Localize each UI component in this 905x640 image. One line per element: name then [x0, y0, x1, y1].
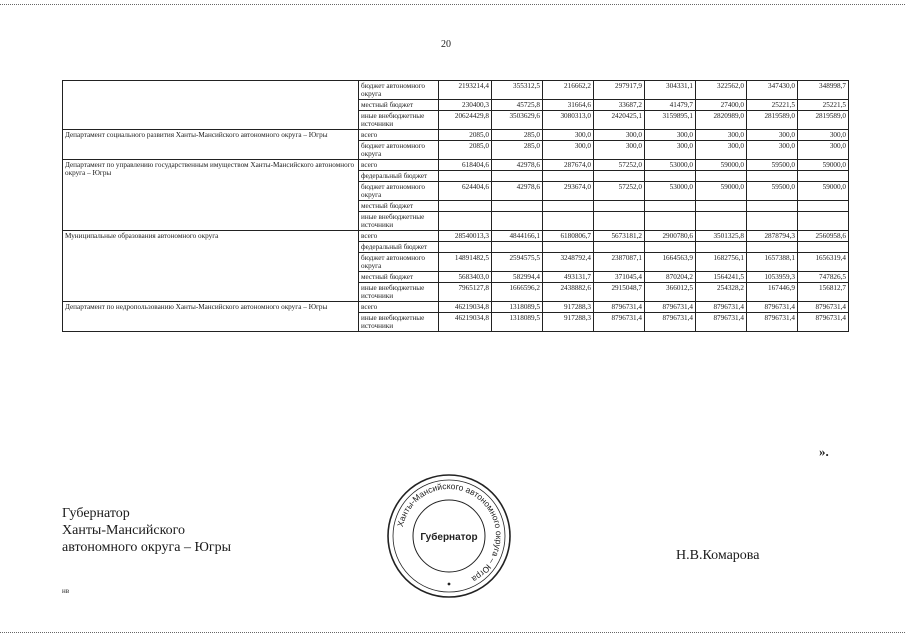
amount-cell: 25221,5 [747, 100, 798, 111]
amount-cell: 1682756,1 [696, 253, 747, 272]
amount-cell [543, 242, 594, 253]
amount-cell [594, 201, 645, 212]
amount-cell: 2387087,1 [594, 253, 645, 272]
funding-source-cell: всего [359, 160, 439, 171]
funding-source-cell: бюджет автономного округа [359, 141, 439, 160]
amount-cell: 8796731,4 [696, 313, 747, 332]
signer-name: Н.В.Комарова [676, 548, 760, 563]
amount-cell: 8796731,4 [747, 313, 798, 332]
amount-cell: 57252,0 [594, 182, 645, 201]
funding-source-cell: бюджет автономного округа [359, 253, 439, 272]
amount-cell: 300,0 [798, 130, 849, 141]
amount-cell: 8796731,4 [645, 313, 696, 332]
amount-cell: 322562,0 [696, 81, 747, 100]
amount-cell: 1318089,5 [492, 313, 543, 332]
funding-source-cell: местный бюджет [359, 201, 439, 212]
amount-cell: 254328,2 [696, 283, 747, 302]
amount-cell: 300,0 [798, 141, 849, 160]
amount-cell: 300,0 [543, 130, 594, 141]
amount-cell: 870204,2 [645, 272, 696, 283]
amount-cell: 355312,5 [492, 81, 543, 100]
amount-cell: 1656319,4 [798, 253, 849, 272]
seal-center-text: Губернатор [420, 532, 478, 543]
amount-cell: 293674,0 [543, 182, 594, 201]
funding-source-cell: иные внебюджетные источники [359, 212, 439, 231]
table-row [63, 302, 849, 313]
seal-ring-text: Ханты-Мансийского автономного округа – Югра [394, 480, 505, 585]
amount-cell: 3159895,1 [645, 111, 696, 130]
amount-cell: 300,0 [594, 141, 645, 160]
amount-cell: 300,0 [747, 141, 798, 160]
amount-cell: 8796731,4 [645, 302, 696, 313]
amount-cell: 8796731,4 [594, 302, 645, 313]
amount-cell [594, 212, 645, 231]
amount-cell: 287674,0 [543, 160, 594, 171]
amount-cell [747, 201, 798, 212]
amount-cell: 156812,7 [798, 283, 849, 302]
amount-cell: 493131,7 [543, 272, 594, 283]
amount-cell [645, 171, 696, 182]
amount-cell: 59500,0 [747, 160, 798, 171]
amount-cell: 1666596,2 [492, 283, 543, 302]
amount-cell: 8796731,4 [696, 302, 747, 313]
amount-cell: 27400,0 [696, 100, 747, 111]
amount-cell: 2560958,6 [798, 231, 849, 242]
amount-cell: 348998,7 [798, 81, 849, 100]
signer-title-line2: Ханты-Мансийского [62, 523, 186, 538]
amount-cell: 300,0 [696, 130, 747, 141]
funding-source-cell: всего [359, 130, 439, 141]
amount-cell [696, 242, 747, 253]
table-row [63, 81, 849, 100]
amount-cell: 46219034,8 [439, 302, 492, 313]
amount-cell: 366012,5 [645, 283, 696, 302]
amount-cell: 300,0 [747, 130, 798, 141]
amount-cell: 285,0 [492, 130, 543, 141]
amount-cell: 2420425,1 [594, 111, 645, 130]
amount-cell [492, 242, 543, 253]
amount-cell [594, 242, 645, 253]
amount-cell: 3080313,0 [543, 111, 594, 130]
amount-cell [492, 212, 543, 231]
amount-cell: 6180806,7 [543, 231, 594, 242]
amount-cell: 371045,4 [594, 272, 645, 283]
closing-quote: ». [819, 444, 829, 459]
amount-cell: 5673181,2 [594, 231, 645, 242]
amount-cell: 3248792,4 [543, 253, 594, 272]
amount-cell [492, 171, 543, 182]
amount-cell: 917288,3 [543, 313, 594, 332]
amount-cell: 1318089,5 [492, 302, 543, 313]
funding-source-cell: местный бюджет [359, 100, 439, 111]
amount-cell: 618404,6 [439, 160, 492, 171]
department-cell: Департамент по управлению государственным имуществом Ханты-Мансийского автономного округа – Югры [63, 160, 359, 231]
amount-cell: 42978,6 [492, 160, 543, 171]
amount-cell: 14891482,5 [439, 253, 492, 272]
funding-source-cell: местный бюджет [359, 272, 439, 283]
amount-cell: 300,0 [645, 130, 696, 141]
funding-source-cell: иные внебюджетные источники [359, 313, 439, 332]
amount-cell: 53000,0 [645, 182, 696, 201]
amount-cell: 2819589,0 [798, 111, 849, 130]
funding-source-cell: федеральный бюджет [359, 242, 439, 253]
executor-initials: нв [62, 587, 70, 595]
amount-cell: 4844166,1 [492, 231, 543, 242]
table-row [63, 160, 849, 171]
funding-source-cell: бюджет автономного округа [359, 81, 439, 100]
amount-cell: 20624429,8 [439, 111, 492, 130]
department-cell: Департамент социального развития Ханты-Мансийского автономного округа – Югры [63, 130, 359, 160]
amount-cell: 3501325,8 [696, 231, 747, 242]
amount-cell [439, 201, 492, 212]
amount-cell: 2085,0 [439, 141, 492, 160]
amount-cell: 25221,5 [798, 100, 849, 111]
amount-cell: 45725,8 [492, 100, 543, 111]
amount-cell: 59500,0 [747, 182, 798, 201]
amount-cell: 53000,0 [645, 160, 696, 171]
amount-cell [543, 212, 594, 231]
amount-cell: 7965127,8 [439, 283, 492, 302]
amount-cell: 2085,0 [439, 130, 492, 141]
official-seal-stamp [384, 471, 514, 601]
amount-cell: 59000,0 [798, 182, 849, 201]
amount-cell [543, 171, 594, 182]
funding-source-cell: федеральный бюджет [359, 171, 439, 182]
signer-title-line1: Губернатор [62, 506, 130, 521]
amount-cell: 41479,7 [645, 100, 696, 111]
amount-cell: 300,0 [543, 141, 594, 160]
amount-cell [747, 242, 798, 253]
amount-cell: 8796731,4 [798, 313, 849, 332]
budget-table-body [63, 81, 849, 332]
amount-cell: 300,0 [594, 130, 645, 141]
amount-cell: 8796731,4 [594, 313, 645, 332]
amount-cell: 747826,5 [798, 272, 849, 283]
amount-cell [747, 171, 798, 182]
amount-cell: 347430,0 [747, 81, 798, 100]
amount-cell: 2594575,5 [492, 253, 543, 272]
amount-cell [543, 201, 594, 212]
amount-cell: 2193214,4 [439, 81, 492, 100]
amount-cell: 297917,9 [594, 81, 645, 100]
amount-cell: 582994,4 [492, 272, 543, 283]
amount-cell [798, 242, 849, 253]
amount-cell [439, 171, 492, 182]
amount-cell [798, 201, 849, 212]
funding-source-cell: иные внебюджетные источники [359, 111, 439, 130]
amount-cell: 285,0 [492, 141, 543, 160]
amount-cell: 42978,6 [492, 182, 543, 201]
amount-cell [798, 212, 849, 231]
table-row [63, 231, 849, 242]
amount-cell [696, 171, 747, 182]
amount-cell [696, 212, 747, 231]
amount-cell: 1564241,5 [696, 272, 747, 283]
amount-cell: 2900780,6 [645, 231, 696, 242]
amount-cell [645, 212, 696, 231]
amount-cell: 167446,9 [747, 283, 798, 302]
amount-cell: 31664,6 [543, 100, 594, 111]
amount-cell [696, 201, 747, 212]
department-cell: Департамент по недропользованию Ханты-Мансийского автономного округа – Югры [63, 302, 359, 332]
funding-source-cell: бюджет автономного округа [359, 182, 439, 201]
amount-cell: 216662,2 [543, 81, 594, 100]
funding-source-cell: всего [359, 302, 439, 313]
budget-table [62, 80, 849, 332]
amount-cell: 46219034,8 [439, 313, 492, 332]
amount-cell: 230400,3 [439, 100, 492, 111]
amount-cell: 5683403,0 [439, 272, 492, 283]
amount-cell: 59000,0 [798, 160, 849, 171]
amount-cell: 8796731,4 [798, 302, 849, 313]
funding-source-cell: всего [359, 231, 439, 242]
amount-cell: 8796731,4 [747, 302, 798, 313]
amount-cell: 1053959,3 [747, 272, 798, 283]
amount-cell [594, 171, 645, 182]
amount-cell: 917288,3 [543, 302, 594, 313]
signer-title-line3: автономного округа – Югры [62, 540, 231, 555]
amount-cell: 2878794,3 [747, 231, 798, 242]
amount-cell [798, 171, 849, 182]
amount-cell: 300,0 [696, 141, 747, 160]
amount-cell: 28540013,3 [439, 231, 492, 242]
page-number: 20 [441, 39, 451, 50]
amount-cell: 3503629,6 [492, 111, 543, 130]
amount-cell: 2820989,0 [696, 111, 747, 130]
amount-cell: 300,0 [645, 141, 696, 160]
amount-cell [492, 201, 543, 212]
amount-cell: 2819589,0 [747, 111, 798, 130]
amount-cell: 304331,1 [645, 81, 696, 100]
table-row [63, 130, 849, 141]
amount-cell [439, 212, 492, 231]
bottom-scan-border [0, 632, 905, 633]
amount-cell: 59000,0 [696, 160, 747, 171]
amount-cell [747, 212, 798, 231]
department-cell: Муниципальные образования автономного округа [63, 231, 359, 302]
signature-block [62, 505, 231, 556]
amount-cell: 33687,2 [594, 100, 645, 111]
amount-cell: 2438882,6 [543, 283, 594, 302]
amount-cell [645, 201, 696, 212]
department-cell [63, 81, 359, 130]
seal-dot-icon [448, 583, 451, 586]
amount-cell: 2915048,7 [594, 283, 645, 302]
amount-cell: 57252,0 [594, 160, 645, 171]
funding-source-cell: иные внебюджетные источники [359, 283, 439, 302]
amount-cell: 1657388,1 [747, 253, 798, 272]
amount-cell: 1664563,9 [645, 253, 696, 272]
top-scan-border [0, 4, 905, 5]
amount-cell [439, 242, 492, 253]
amount-cell [645, 242, 696, 253]
amount-cell: 59000,0 [696, 182, 747, 201]
amount-cell: 624404,6 [439, 182, 492, 201]
